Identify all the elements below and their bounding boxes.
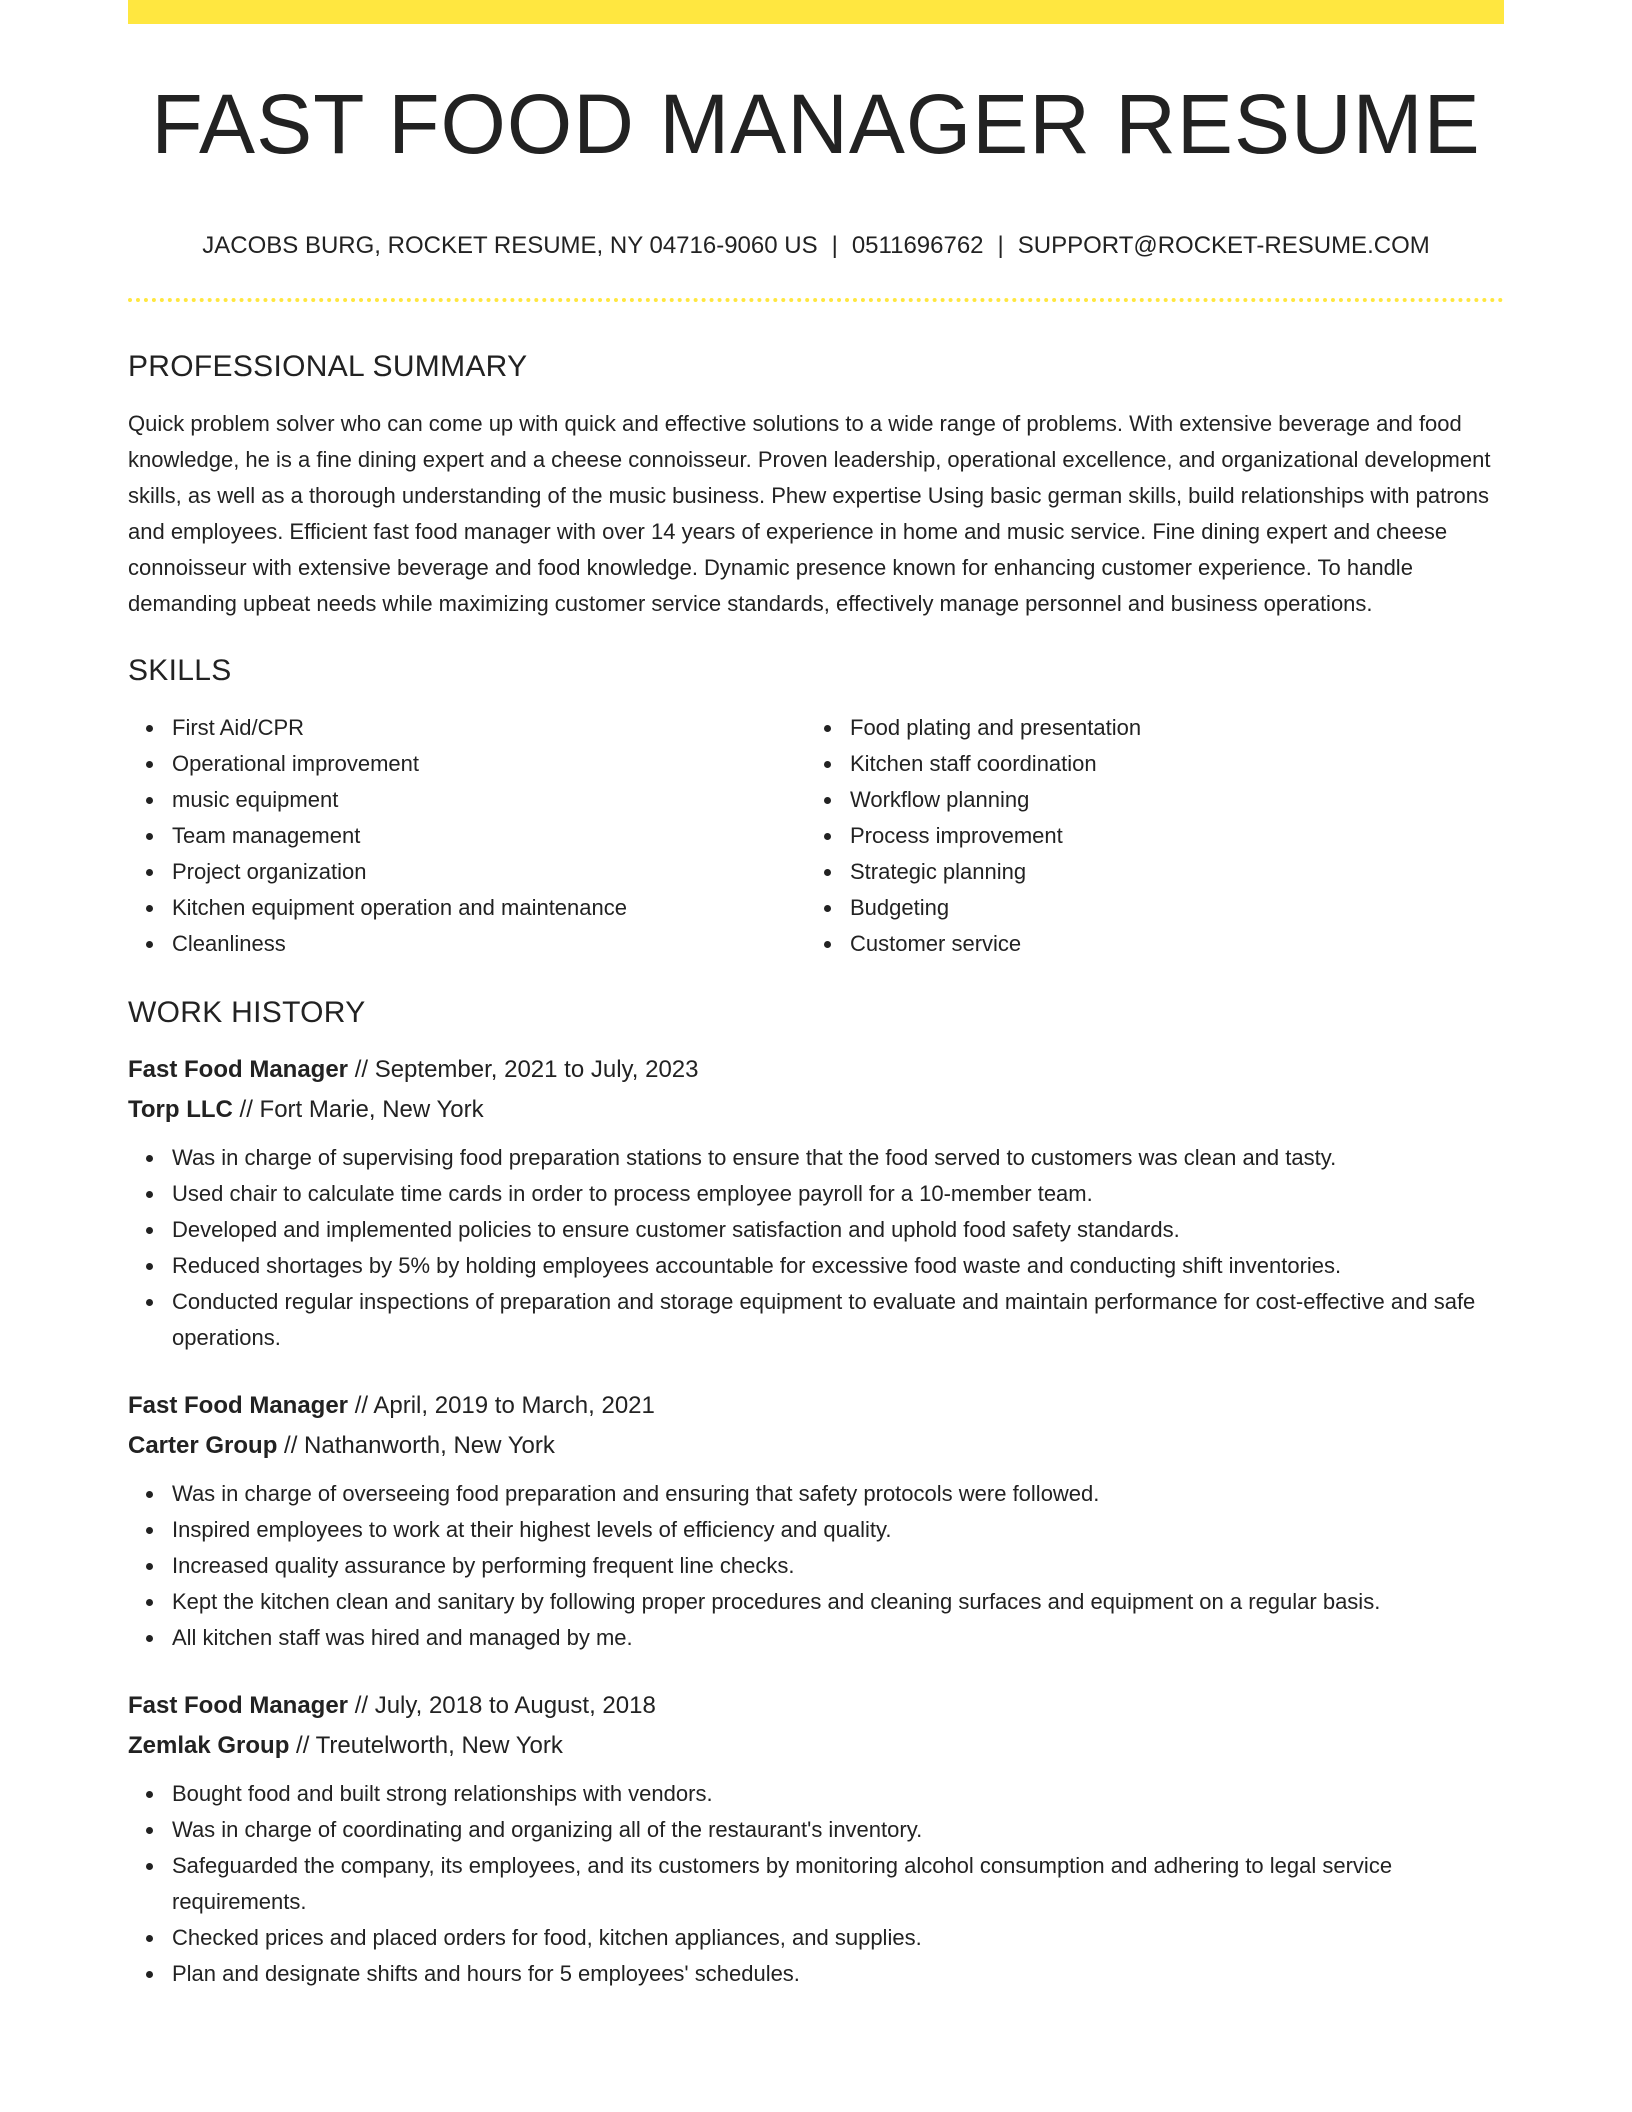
job-title-line	[128, 1050, 1504, 1090]
job-dates: // April, 2019 to March, 2021	[348, 1392, 655, 1419]
duty-item: Was in charge of overseeing food preparation and ensuring that safety protocols were followed.	[128, 1476, 1504, 1512]
duty-item: Inspired employees to work at their highest levels of efficiency and quality.	[128, 1512, 1504, 1548]
contact-line	[128, 234, 1504, 258]
skill-item: Strategic planning	[806, 854, 1484, 890]
contact-phone: 0511696762	[851, 232, 984, 259]
work-history-heading: WORK HISTORY	[128, 996, 366, 1029]
skill-item: Team management	[128, 818, 806, 854]
skills-heading: SKILLS	[128, 654, 232, 687]
duty-item: Safeguarded the company, its employees, and its customers by monitoring alcohol consumption and adhering to legal service requirements.	[128, 1848, 1504, 1920]
summary-text: Quick problem solver who can come up with quick and effective solutions to a wide range of problems. With extensive beverage and food knowledge, he is a fine dining expert and a cheese connoisseur. Proven leadership, operational excellence, and organizational development skills, as well as a thorough understanding of the music business. Phew expertise Using basic german skills, build relationships with patrons and employees. Efficient fast food manager with over 14 years of experience in home and music service. Fine dining expert and cheese connoisseur with extensive beverage and food knowledge. Dynamic presence known for enhancing customer experience. To handle demanding upbeat needs while maximizing customer service standards, effectively manage personnel and business operations.	[128, 411, 1491, 616]
duty-item: Checked prices and placed orders for food, kitchen appliances, and supplies.	[128, 1920, 1504, 1956]
skill-item: Project organization	[128, 854, 806, 890]
skill-item: Cleanliness	[128, 926, 806, 962]
skill-item: music equipment	[128, 782, 806, 818]
top-accent-bar	[128, 0, 1504, 24]
duty-item: Increased quality assurance by performing frequent line checks.	[128, 1548, 1504, 1584]
job-company: Carter Group	[128, 1432, 278, 1459]
job-title-line	[128, 1386, 1504, 1426]
duty-item: All kitchen staff was hired and managed by me.	[128, 1620, 1504, 1656]
job-dates: // July, 2018 to August, 2018	[348, 1692, 656, 1719]
skills-column-right	[806, 710, 1484, 962]
duty-item: Developed and implemented policies to ensure customer satisfaction and uphold food safety standards.	[128, 1212, 1504, 1248]
skill-item: First Aid/CPR	[128, 710, 806, 746]
skill-item: Food plating and presentation	[806, 710, 1484, 746]
job-entry	[128, 1386, 1504, 1656]
dotted-divider	[128, 298, 1504, 302]
summary-heading: PROFESSIONAL SUMMARY	[128, 350, 528, 383]
job-company-line	[128, 1726, 1504, 1766]
job-role: Fast Food Manager	[128, 1692, 349, 1719]
job-duties	[128, 1476, 1504, 1656]
skills-list	[128, 710, 1504, 962]
contact-separator: |	[997, 232, 1004, 259]
duty-item: Reduced shortages by 5% by holding employees accountable for excessive food waste and conducting shift inventories.	[128, 1248, 1504, 1284]
job-entry	[128, 1050, 1504, 1356]
duty-item: Used chair to calculate time cards in order to process employee payroll for a 10-member team.	[128, 1176, 1504, 1212]
duty-item: Plan and designate shifts and hours for 5 employees' schedules.	[128, 1956, 1504, 1992]
job-title-line	[128, 1686, 1504, 1726]
duty-item: Was in charge of coordinating and organizing all of the restaurant's inventory.	[128, 1812, 1504, 1848]
job-location: // Nathanworth, New York	[277, 1432, 555, 1459]
skill-item: Customer service	[806, 926, 1484, 962]
job-role: Fast Food Manager	[128, 1056, 349, 1083]
skill-item: Kitchen staff coordination	[806, 746, 1484, 782]
job-duties	[128, 1140, 1504, 1356]
resume-page	[128, 0, 1504, 1992]
job-location: // Treutelworth, New York	[289, 1732, 563, 1759]
job-location: // Fort Marie, New York	[232, 1096, 484, 1123]
duty-item: Kept the kitchen clean and sanitary by following proper procedures and cleaning surfaces and equipment on a regular basis.	[128, 1584, 1504, 1620]
contact-address: JACOBS BURG, ROCKET RESUME, NY 04716-9060 US	[202, 232, 818, 259]
contact-separator: |	[831, 232, 838, 259]
work-history-list	[128, 1050, 1504, 1992]
job-company-line	[128, 1090, 1504, 1130]
resume-title: FAST FOOD MANAGER RESUME	[151, 77, 1481, 171]
duty-item: Bought food and built strong relationships with vendors.	[128, 1776, 1504, 1812]
job-entry	[128, 1686, 1504, 1992]
skill-item: Workflow planning	[806, 782, 1484, 818]
contact-email: SUPPORT@ROCKET-RESUME.COM	[1017, 232, 1430, 259]
job-company: Torp LLC	[128, 1096, 233, 1123]
skill-item: Kitchen equipment operation and maintenance	[128, 890, 806, 926]
skill-item: Operational improvement	[128, 746, 806, 782]
job-role: Fast Food Manager	[128, 1392, 349, 1419]
duty-item: Conducted regular inspections of preparation and storage equipment to evaluate and maintain performance for cost-effective and safe operations.	[128, 1284, 1504, 1356]
job-dates: // September, 2021 to July, 2023	[348, 1056, 699, 1083]
skill-item: Process improvement	[806, 818, 1484, 854]
duty-item: Was in charge of supervising food preparation stations to ensure that the food served to customers was clean and tasty.	[128, 1140, 1504, 1176]
job-company-line	[128, 1426, 1504, 1466]
job-company: Zemlak Group	[128, 1732, 290, 1759]
skill-item: Budgeting	[806, 890, 1484, 926]
skills-column-left	[128, 710, 806, 962]
job-duties	[128, 1776, 1504, 1992]
